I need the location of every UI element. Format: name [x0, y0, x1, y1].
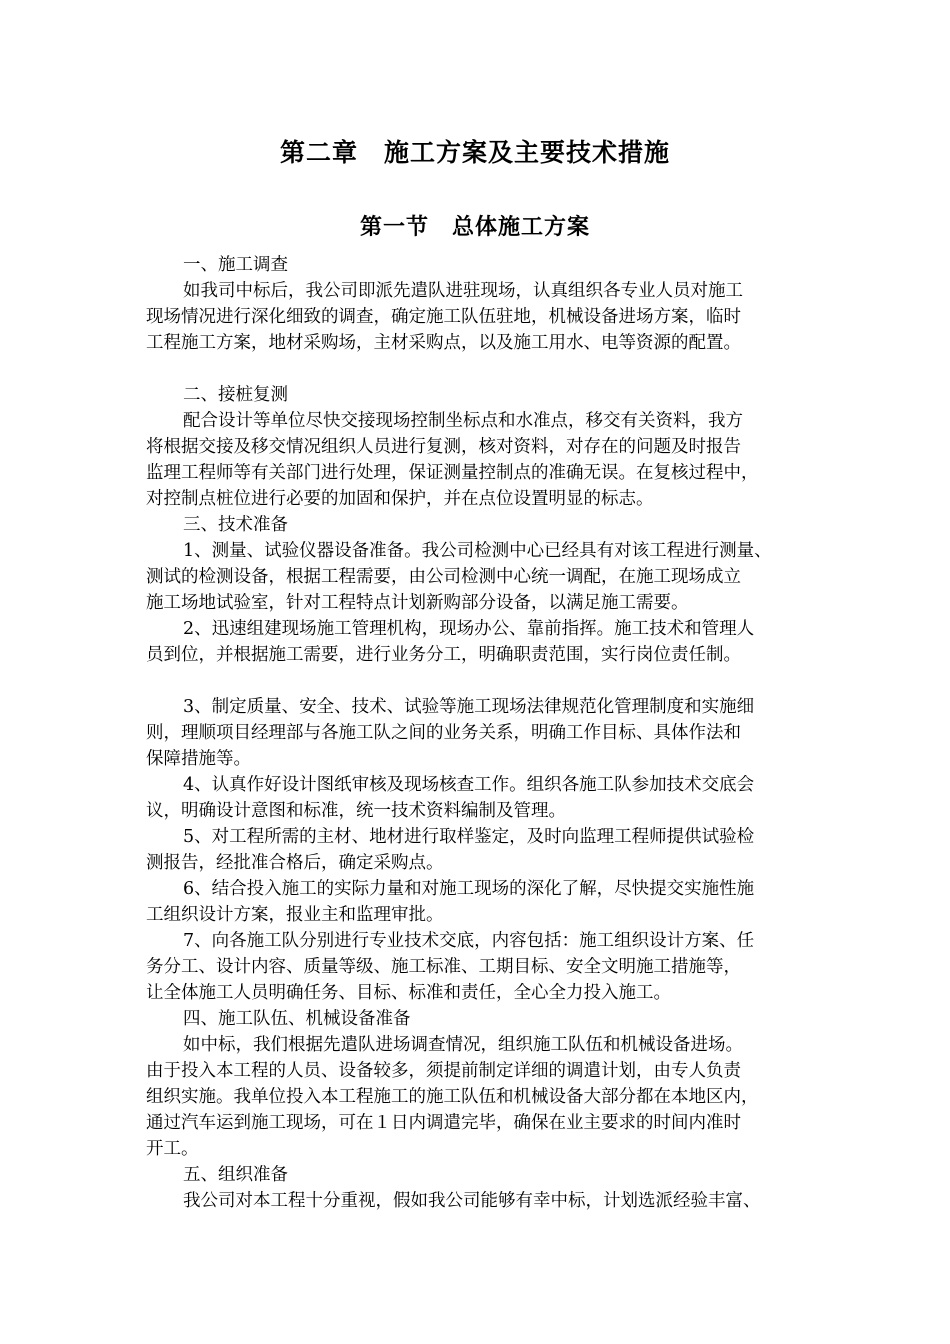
heading-technical-preparation: 三、技术准备	[183, 515, 288, 535]
paragraph-spacer	[146, 668, 826, 694]
heading-pile-retest: 二、接桩复测	[183, 385, 288, 405]
paragraph-line: 让全体施工人员明确任务、目标、标准和责任，全心全力投入施工。	[146, 983, 671, 1003]
paragraph-line: 务分工、设计内容、质量等级、施工标准、工期目标、安全文明施工措施等，	[146, 957, 741, 977]
paragraph-line: 工组织设计方案，报业主和监理审批。	[146, 905, 444, 925]
paragraph-line: 现场情况进行深化细致的调查，确定施工队伍驻地，机械设备进场方案，临时	[146, 307, 741, 327]
paragraph-line: 2、迅速组建现场施工管理机构，现场办公、靠前指挥。施工技术和管理人	[183, 619, 755, 639]
paragraph-line: 施工场地试验室，针对工程特点计划新购部分设备，以满足施工需要。	[146, 593, 689, 613]
paragraph-line: 通过汽车运到施工现场，可在１日内调遣完毕，确保在业主要求的时间内准时	[146, 1113, 741, 1133]
paragraph-line: 工程施工方案，地材采购场，主材采购点，以及施工用水、电等资源的配置。	[146, 333, 741, 353]
paragraph-line: 组织实施。我单位投入本工程施工的施工队伍和机械设备大部分都在本地区内，	[146, 1087, 759, 1107]
paragraph-line: 如我司中标后，我公司即派先遣队进驻现场，认真组织各专业人员对施工	[183, 281, 743, 301]
heading-team-equipment-preparation: 四、施工队伍、机械设备准备	[183, 1009, 411, 1029]
heading-construction-survey: 一、施工调查	[183, 255, 288, 275]
paragraph-line: 测报告，经批准合格后，确定采购点。	[146, 853, 444, 873]
paragraph-line: 将根据交接及移交情况组织人员进行复测，核对资料，对存在的问题及时报告	[146, 437, 741, 457]
paragraph-line: 5、对工程所需的主材、地材进行取样鉴定，及时向监理工程师提供试验检	[183, 827, 755, 847]
paragraph-line: 如中标，我们根据先遣队进场调查情况，组织施工队伍和机械设备进场。	[183, 1035, 743, 1055]
paragraph-line: 6、结合投入施工的实际力量和对施工现场的深化了解，尽快提交实施性施	[183, 879, 755, 899]
paragraph-line: 开工。	[146, 1139, 199, 1159]
paragraph-line: 配合设计等单位尽快交接现场控制坐标点和水准点，移交有关资料，我方	[183, 411, 743, 431]
paragraph-line: 保障措施等。	[146, 749, 251, 769]
paragraph-line: 监理工程师等有关部门进行处理，保证测量控制点的准确无误。在复核过程中，	[146, 463, 759, 483]
paragraph-line: 测试的检测设备，根据工程需要，由公司检测中心统一调配，在施工现场成立	[146, 567, 741, 587]
paragraph-line: 则，理顺项目经理部与各施工队之间的业务关系，明确工作目标、具体作法和	[146, 723, 741, 743]
paragraph-line: 1、测量、试验仪器设备准备。我公司检测中心已经具有对该工程进行测量、	[183, 541, 772, 561]
paragraph-line: 我公司对本工程十分重视，假如我公司能够有幸中标，计划选派经验丰富、	[183, 1191, 761, 1211]
paragraph-spacer	[146, 356, 826, 382]
paragraph-line: 由于投入本工程的人员、设备较多，须提前制定详细的调遣计划，由专人负责	[146, 1061, 741, 1081]
chapter-title: 第二章 施工方案及主要技术措施	[279, 138, 670, 167]
paragraph-line: 4、认真作好设计图纸审核及现场核查工作。组织各施工队参加技术交底会	[183, 775, 755, 795]
paragraph-line: 7、向各施工队分别进行专业技术交底，内容包括：施工组织设计方案、任	[183, 931, 755, 951]
paragraph-line: 对控制点桩位进行必要的加固和保护，并在点位设置明显的标志。	[146, 489, 654, 509]
paragraph-line: 员到位，并根据施工需要，进行业务分工，明确职责范围，实行岗位责任制。	[146, 645, 741, 665]
paragraph-line: 议，明确设计意图和标准，统一技术资料编制及管理。	[146, 801, 566, 821]
paragraph-line: 3、制定质量、安全、技术、试验等施工现场法律规范化管理制度和实施细	[183, 697, 755, 717]
section-title: 第一节 总体施工方案	[359, 214, 590, 240]
heading-organization-preparation: 五、组织准备	[183, 1165, 288, 1185]
body-text	[146, 252, 826, 1214]
